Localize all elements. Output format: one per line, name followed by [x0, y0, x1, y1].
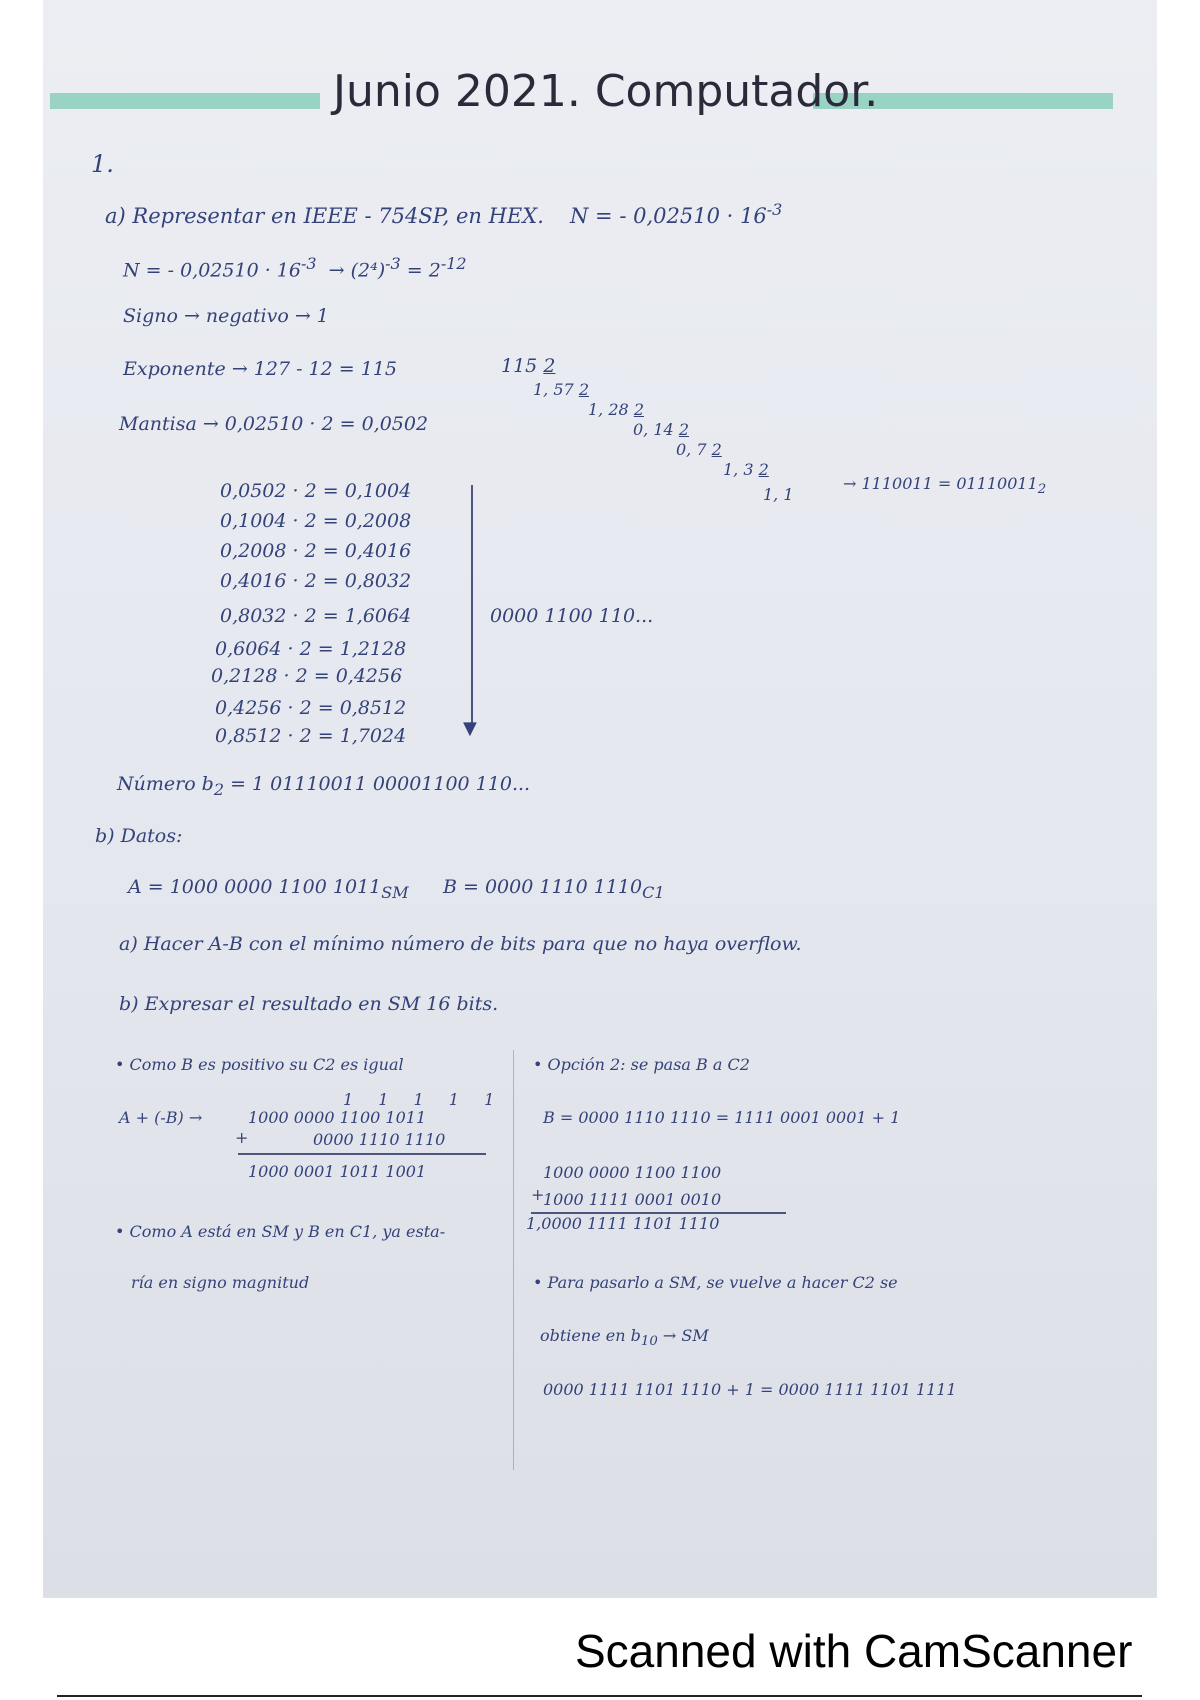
division-step: 1, 1 [763, 485, 794, 504]
sum-result: 1000 0001 1011 1001 [248, 1162, 427, 1181]
page-title: Junio 2021. Computador. [333, 66, 879, 117]
final-result: 0000 1111 1101 1110 + 1 = 0000 1111 1101 1111 [543, 1380, 957, 1399]
mult-line: 0,0502 · 2 = 0,1004 [220, 480, 412, 502]
column-divider [513, 1050, 514, 1470]
division-step: 1, 3 2 [723, 460, 769, 479]
note-c2-b: obtiene en $b_{10}$ → SM [540, 1326, 709, 1350]
plus-sign: + [235, 1128, 249, 1147]
mantissa-line: Mantisa → 0,02510 · 2 = 0,0502 [119, 413, 429, 435]
question-b: b) Expresar el resultado en SM 16 bits. [119, 993, 499, 1015]
mult-line: 0,4016 · 2 = 0,8032 [220, 570, 412, 592]
division-step: 0, 7 2 [676, 440, 722, 459]
mult-result: 0000 1100 110... [490, 605, 654, 627]
option-2: • Opción 2: se pasa B a C2 [533, 1055, 750, 1074]
b-conversion: B = 0000 1110 1110 = 1111 0001 0001 + 1 [543, 1108, 901, 1127]
question-a: a) Hacer A-B con el mínimo número de bits para que no haya overflow. [119, 933, 802, 955]
mult-line: 0,8032 · 2 = 1,6064 [220, 605, 412, 627]
division-step: 0, 14 2 [633, 420, 689, 439]
c2-row2: 1000 1111 0001 0010 [543, 1190, 722, 1209]
mult-line: 0,8512 · 2 = 1,7024 [215, 725, 407, 747]
note-c2-a: • Para pasarlo a SM, se vuelve a hacer C2 se [533, 1273, 898, 1292]
question-number: 1. [91, 150, 114, 178]
division-step: 1, 28 2 [588, 400, 644, 419]
sum-rule [238, 1153, 486, 1155]
c2-result: 1,0000 1111 1101 1110 [526, 1214, 720, 1233]
camscanner-footer: Scanned with CamScanner [575, 1625, 1133, 1677]
highlight-left [50, 93, 320, 109]
exponent-line: N = - $0,02510 \cdot 16^{-3} \to (2^4)^{-3} = 2^{-12}$ [123, 254, 467, 282]
note-b-positive: • Como B es positivo su C2 es igual [115, 1055, 404, 1074]
down-arrow-line [471, 485, 473, 730]
sum-row1: 1000 0000 1100 1011 [248, 1108, 427, 1127]
mult-line: 0,2008 · 2 = 0,4016 [220, 540, 412, 562]
division-result: → $1110011 = 01110011_2$ [843, 474, 1047, 498]
exponent-calc: Exponente → 127 - 12 = 115 [123, 358, 397, 380]
mult-line: 0,6064 · 2 = 1,2128 [215, 638, 407, 660]
note-sm-b: ría en signo magnitud [131, 1273, 310, 1292]
down-arrow-head: ▼ [463, 718, 477, 739]
sum-row2: 0000 1110 1110 [313, 1130, 446, 1149]
binary-number: Número $b_2 = 1$ 01110011 00001100 110... [117, 773, 531, 799]
footer-rule [57, 1695, 1142, 1697]
value-b: B = 0000 1110 $1110_{C1}$ [443, 876, 665, 902]
part-a-formula: N = - $0,02510 \cdot 16^{-3}$ [570, 200, 783, 228]
part-b-heading: b) Datos: [95, 825, 183, 847]
division-step: 1, 57 2 [533, 380, 589, 399]
c2-plus: + [531, 1185, 545, 1204]
op-label: A + (-B) → [119, 1108, 203, 1127]
mult-line: 0,2128 · 2 = 0,4256 [211, 665, 403, 687]
part-a-statement: a) Representar en IEEE - 754SP, en HEX. [105, 204, 544, 228]
mult-line: 0,1004 · 2 = 0,2008 [220, 510, 412, 532]
division-step: 115 2 [501, 355, 556, 377]
sign-line: Signo → negativo → 1 [123, 305, 329, 327]
mult-line: 0,4256 · 2 = 0,8512 [215, 697, 407, 719]
note-sm-a: • Como A está en SM y B en C1, ya esta- [115, 1222, 446, 1241]
scanned-page [43, 0, 1157, 1598]
carries: 1 1 1 1 1 [343, 1090, 505, 1109]
value-a: A = 1000 0000 1100 $1011_{SM}$ [128, 876, 409, 902]
c2-row1: 1000 0000 1100 1100 [543, 1163, 722, 1182]
